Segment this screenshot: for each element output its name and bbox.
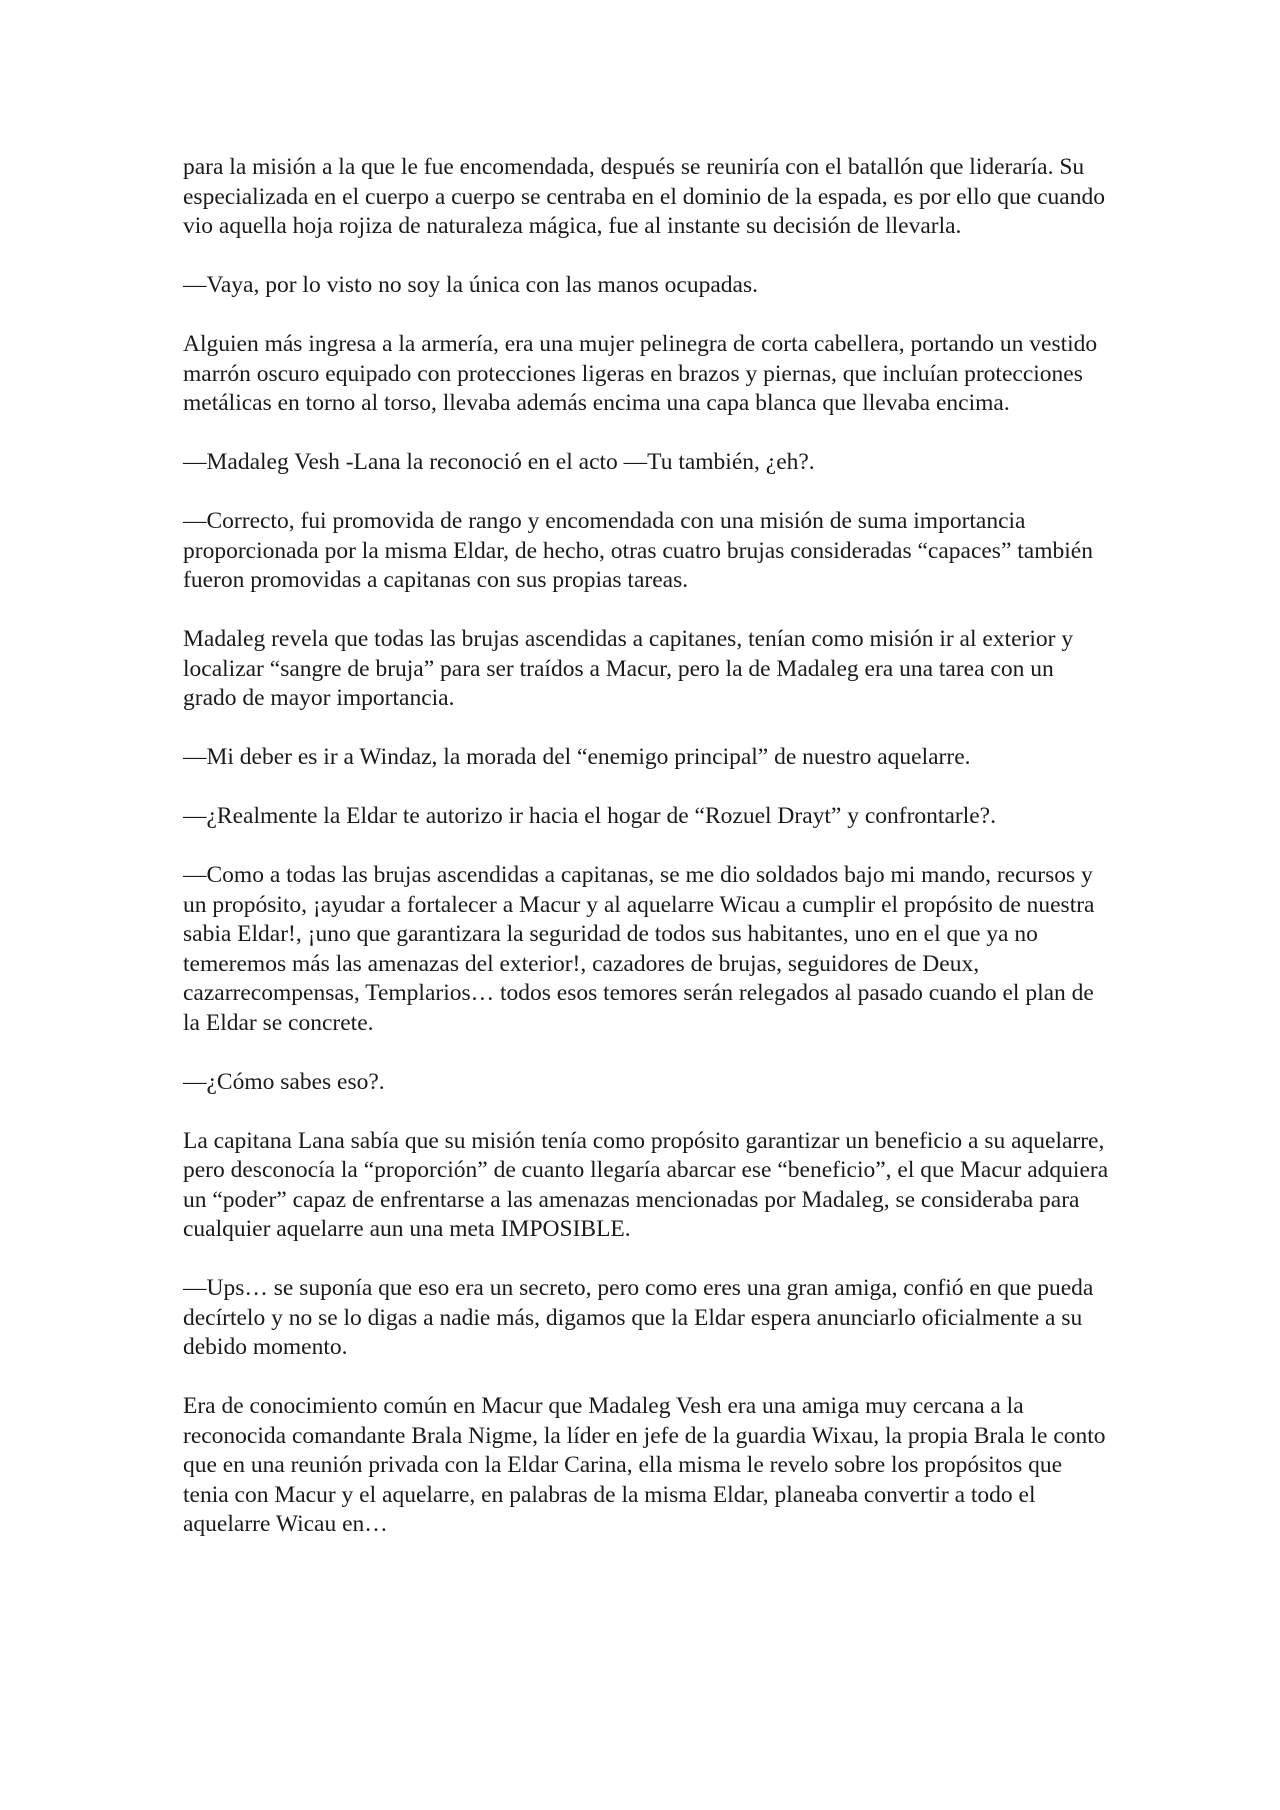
paragraph-10: —¿Cómo sabes eso?. [183,1068,385,1095]
document-body [183,153,1113,1540]
paragraph-12: —Ups… se suponía que eso era un secreto, pero como eres una gran amiga, confió en que pueda decírtelo y no se lo digas a nadie más, digamos que la Eldar espera anunciarlo oficialmente a su debido momento. [183,1275,1094,1360]
paragraph-5: —Correcto, fui promovida de rango y encomendada con una misión de suma importancia proporcionada por la misma Eldar, de hecho, otras cuatro brujas consideradas “capaces” también fueron promovidas a capitanas con sus propias tareas. [183,508,1093,593]
paragraph-8: —¿Realmente la Eldar te autorizo ir hacia el hogar de “Rozuel Drayt” y confrontarle?. [183,803,996,829]
paragraph-13: Era de conocimiento común en Macur que Madaleg Vesh era una amiga muy cercana a la reconocida comandante Brala Nigme, la líder en jefe de la guardia Wixau, la propia Brala le conto que en una reunión privada con la Eldar Carina, ella misma le revelo sobre los propósitos que tenia con Macur y el aquelarre, en palabras de la misma Eldar, planeaba convertir a todo el aquelarre Wicau en… [183,1393,1106,1537]
paragraph-9: —Como a todas las brujas ascendidas a capitanas, se me dio soldados bajo mi mando, recursos y un propósito, ¡ayudar a fortalecer a Macur y al aquelarre Wicau a cumplir el propósito de nuestra sabia Eldar!, ¡uno que garantizara la seguridad de todos sus habitantes, uno en el que ya no temeremos más las amenazas del exterior!, cazadores de brujas, seguidores de Deux, cazarrecompensas, Templarios… todos esos temores serán relegados al pasado cuando el plan de la Eldar se concrete. [183,862,1095,1036]
paragraph-4: —Madaleg Vesh -Lana la reconoció en el acto —Tu también, ¿eh?. [183,449,815,475]
paragraph-6: Madaleg revela que todas las brujas ascendidas a capitanes, tenían como misión ir al exterior y localizar “sangre de bruja” para ser traídos a Macur, pero la de Madaleg era una tarea con un grado de mayor importancia. [183,626,1074,711]
paragraph-11: La capitana Lana sabía que su misión tenía como propósito garantizar un beneficio a su aquelarre, pero desconocía la “proporción” de cuanto llegaría abarcar ese “beneficio”, el que Macur adquiera un “poder” capaz de enfrentarse a las amenazas mencionadas por Madaleg, se consideraba para cualquier aquelarre aun una meta IMPOSIBLE. [183,1127,1109,1242]
paragraph-2: —Vaya, por lo visto no soy la única con las manos ocupadas. [183,272,758,298]
paragraph-7: —Mi deber es ir a Windaz, la morada del “enemigo principal” de nuestro aquelarre. [183,744,971,770]
paragraph-3: Alguien más ingresa a la armería, era una mujer pelinegra de corta cabellera, portando un vestido marrón oscuro equipado con protecciones ligeras en brazos y piernas, que incluían protecciones metálicas en torno al torso, llevaba además encima una capa blanca que llevaba encima. [183,331,1098,416]
paragraph-1: para la misión a la que le fue encomendada, después se reuniría con el batallón que lideraría. Su especializada en el cuerpo a cuerpo se centraba en el dominio de la espada, es por ello que cuando vio aquella hoja rojiza de naturaleza mágica, fue al instante su decisión de llevarla. [183,154,1105,239]
